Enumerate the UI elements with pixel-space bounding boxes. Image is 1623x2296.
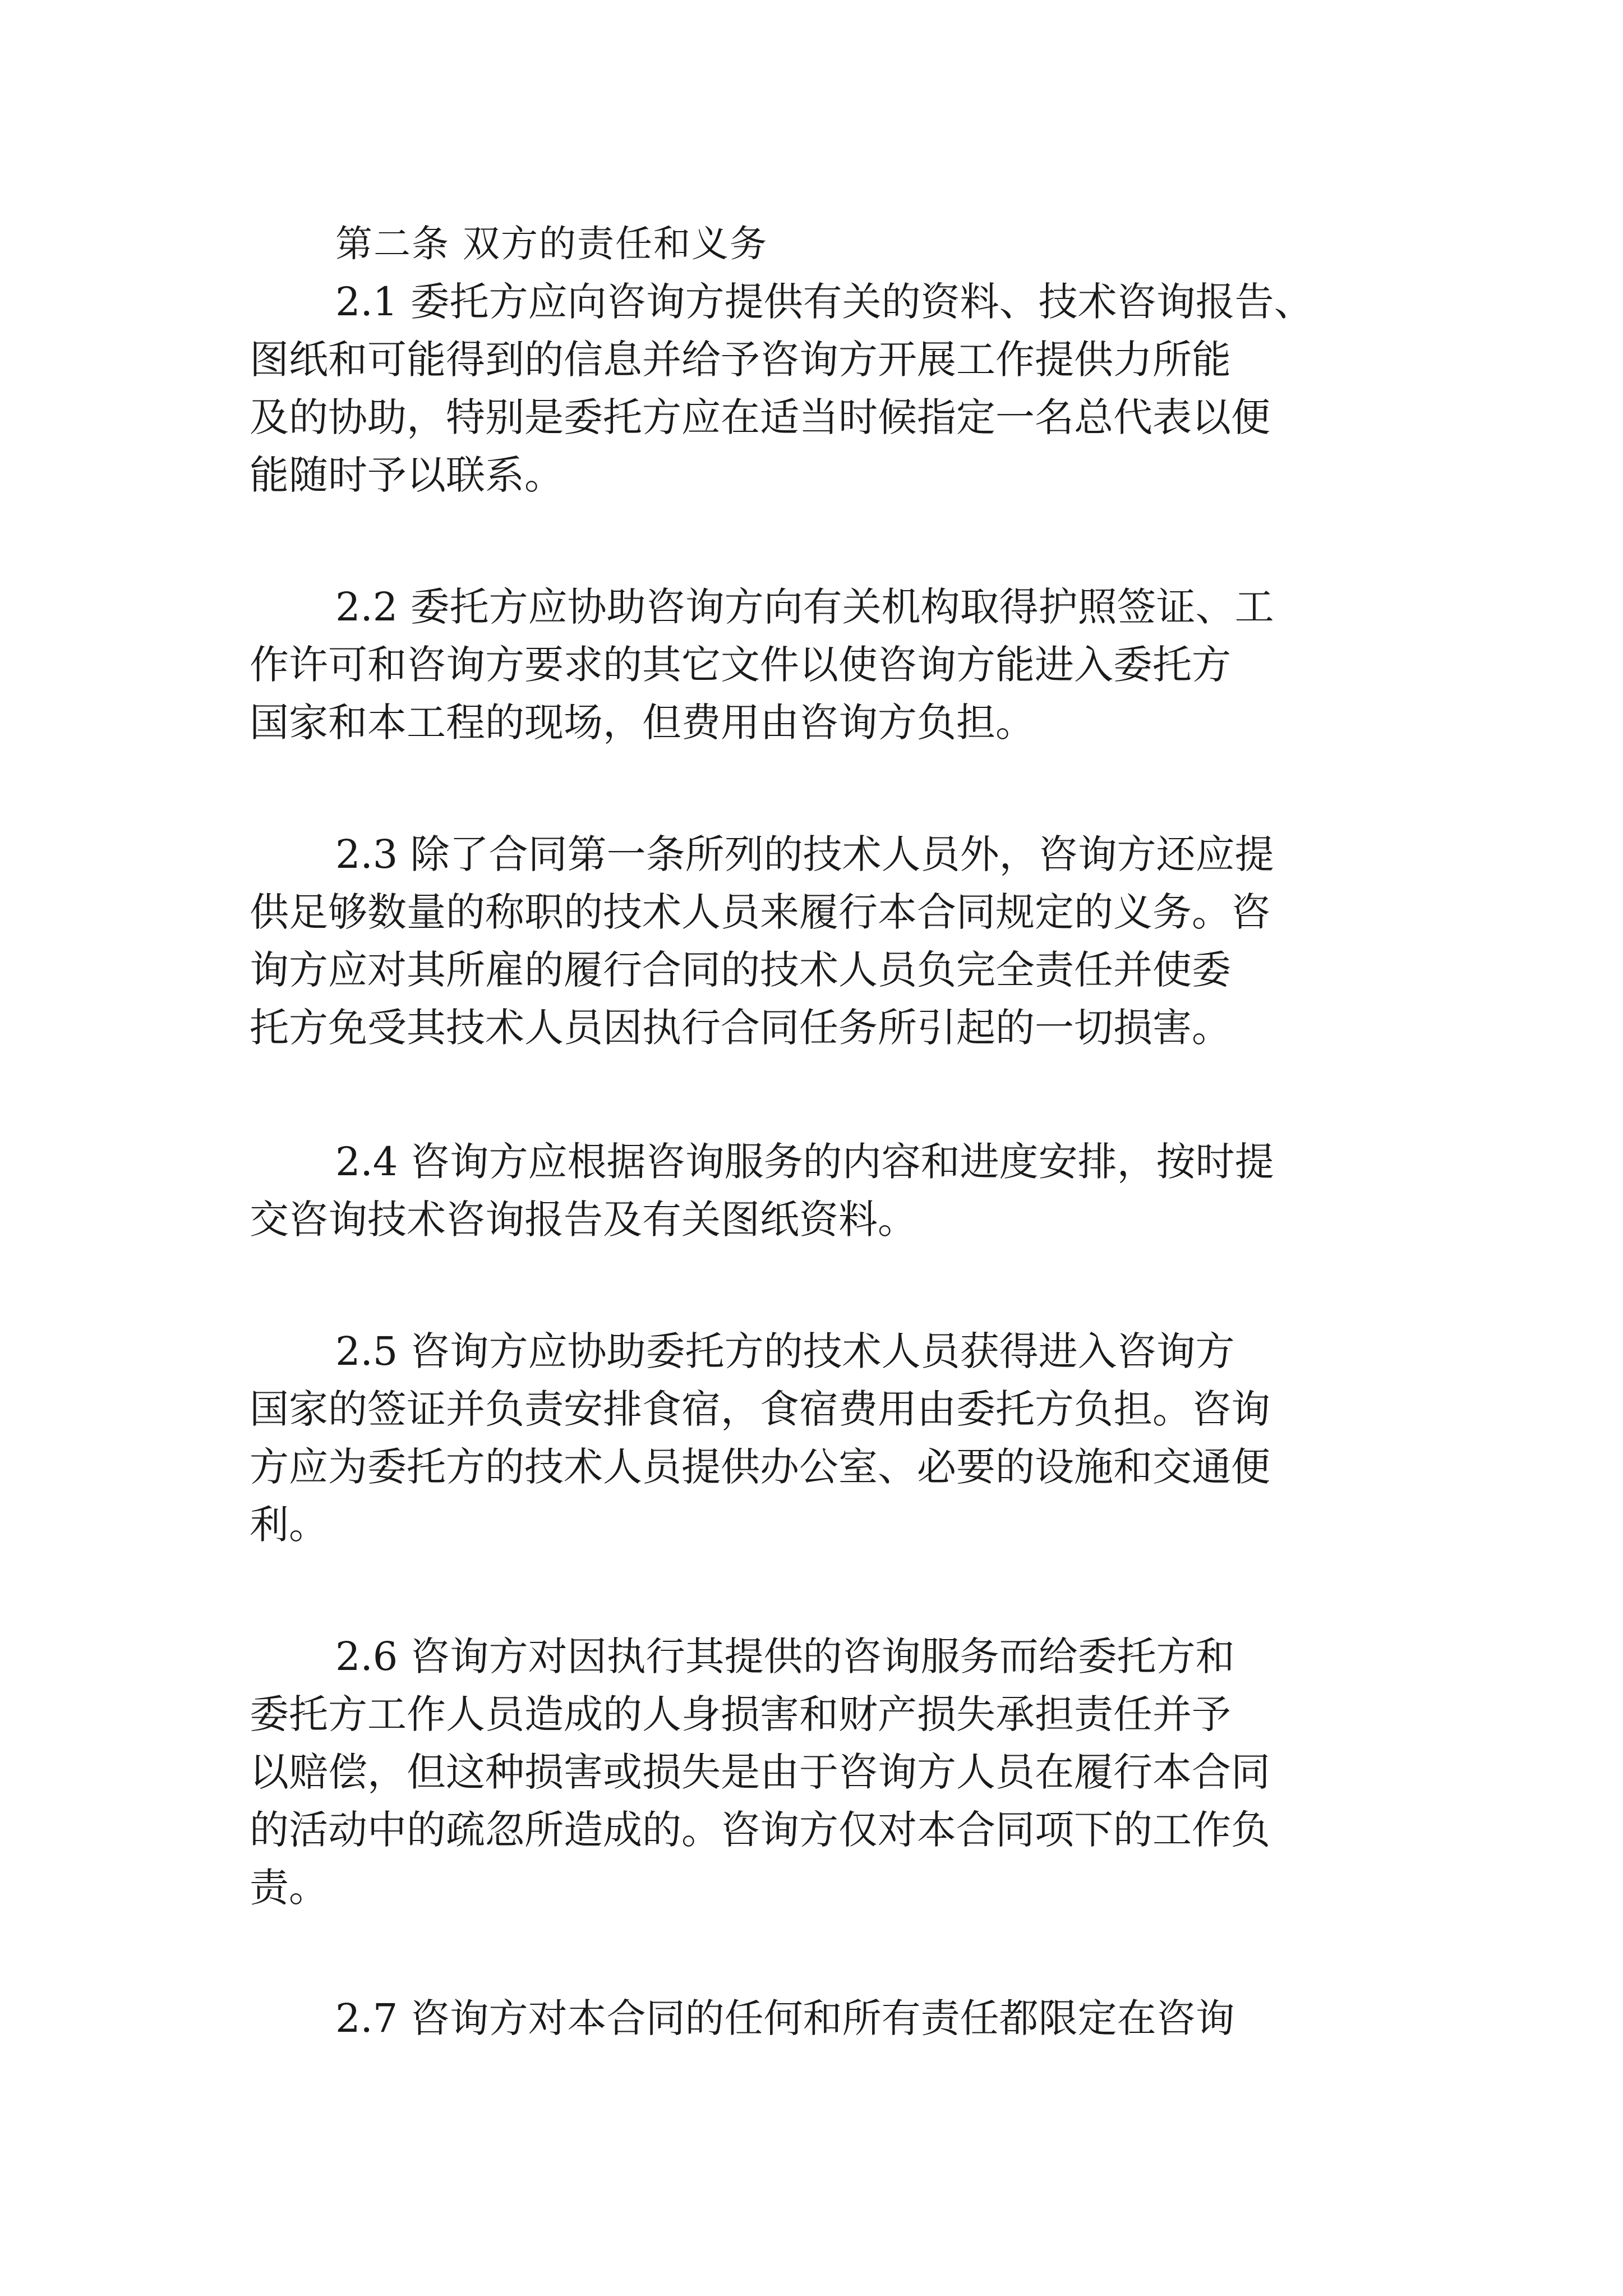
text-line: 及的协助，特别是委托方应在适当时候指定一名总代表以便 <box>250 394 1270 440</box>
text-line: 以赔偿，但这种损害或损失是由于咨询方人员在履行本合同 <box>250 1749 1270 1795</box>
text-line: 2.4 咨询方应根据咨询服务的内容和进度安排，按时提 <box>335 1139 1274 1185</box>
text-line: 委托方工作人员造成的人身损害和财产损失承担责任并予 <box>250 1691 1231 1737</box>
text-line: 2.7 咨询方对本合同的任何和所有责任都限定在咨询 <box>335 1995 1235 2041</box>
text-line: 的活动中的疏忽所造成的。咨询方仅对本合同项下的工作负 <box>250 1807 1270 1853</box>
text-line: 2.5 咨询方应协助委托方的技术人员获得进入咨询方 <box>335 1328 1235 1374</box>
text-line: 2.1 委托方应向咨询方提供有关的资料、技术咨询报告、 <box>335 279 1313 325</box>
text-line: 2.2 委托方应协助咨询方向有关机构取得护照签证、工 <box>335 584 1274 630</box>
text-line: 交咨询技术咨询报告及有关图纸资料。 <box>250 1197 917 1243</box>
text-line: 责。 <box>250 1865 328 1911</box>
text-line: 能随时予以联系。 <box>250 452 564 498</box>
text-line: 询方应对其所雇的履行合同的技术人员负完全责任并使委 <box>250 947 1231 993</box>
text-line: 2.3 除了合同第一条所列的技术人员外，咨询方还应提 <box>335 831 1274 877</box>
text-line: 方应为委托方的技术人员提供办公室、必要的设施和交通便 <box>250 1444 1270 1490</box>
text-line: 利。 <box>250 1502 328 1548</box>
text-line: 托方免受其技术人员因执行合同任务所引起的一切损害。 <box>250 1005 1231 1051</box>
section-heading: 第二条 双方的责任和义务 <box>335 222 768 265</box>
text-line: 国家的签证并负责安排食宿，食宿费用由委托方负担。咨询 <box>250 1386 1270 1432</box>
text-line: 供足够数量的称职的技术人员来履行本合同规定的义务。咨 <box>250 889 1270 935</box>
text-line: 图纸和可能得到的信息并给予咨询方开展工作提供力所能 <box>250 337 1231 383</box>
text-line: 2.6 咨询方对因执行其提供的咨询服务而给委托方和 <box>335 1634 1235 1680</box>
text-line: 国家和本工程的现场，但费用由咨询方负担。 <box>250 700 1035 746</box>
text-line: 作许可和咨询方要求的其它文件以使咨询方能进入委托方 <box>250 642 1231 688</box>
